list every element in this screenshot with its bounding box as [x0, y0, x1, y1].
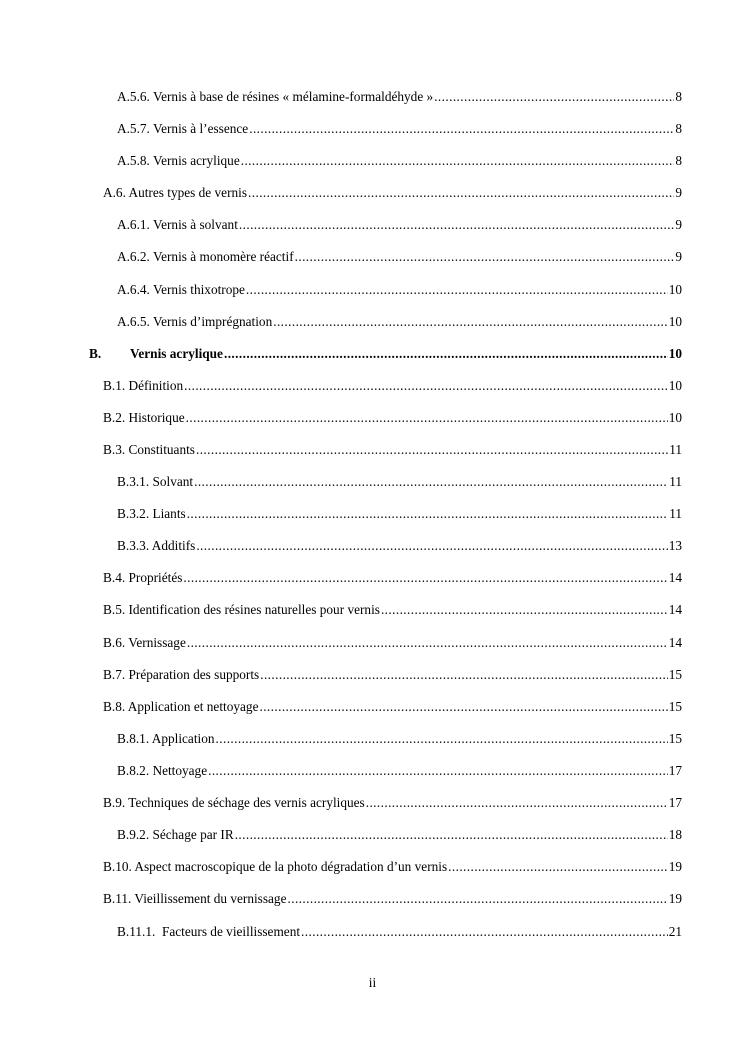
toc-entry[interactable] [117, 247, 682, 267]
dot-leader [448, 857, 668, 877]
toc-entry-page: 10 [668, 378, 682, 393]
toc-entry[interactable] [103, 697, 682, 717]
toc-entry-page: 9 [675, 185, 682, 200]
toc-entry[interactable] [103, 857, 682, 877]
toc-entry[interactable] [103, 376, 682, 396]
toc-entry-page: 19 [668, 859, 682, 874]
toc-entry-page: 11 [669, 474, 682, 489]
toc-entry-label: B.3. Constituants [103, 442, 195, 457]
dot-leader [381, 600, 668, 620]
toc-entry[interactable] [117, 922, 682, 942]
toc-entry-label: B.2. Historique [103, 410, 185, 425]
toc-entry-page: 8 [675, 153, 682, 168]
toc-entry-label: B.10. Aspect macroscopique de la photo dégradation d’un vernis [103, 859, 448, 874]
toc-entry-page: 15 [668, 699, 682, 714]
toc-entry[interactable] [117, 119, 682, 139]
toc-entry-page: 17 [668, 795, 682, 810]
toc-entry-page: 13 [668, 538, 682, 553]
dot-leader [224, 344, 668, 364]
toc-entry-label: B.11. Vieillissement du vernissage [103, 891, 287, 906]
toc-entry[interactable] [117, 87, 682, 107]
toc-entry-page: 10 [668, 314, 682, 329]
toc-entry-page: 17 [668, 763, 682, 778]
toc-entry-label: A.5.8. Vernis acrylique [117, 153, 240, 168]
toc-entry-page: 8 [675, 89, 682, 104]
toc-entry[interactable] [103, 440, 682, 460]
dot-leader [196, 440, 668, 460]
toc-entry-page: 14 [668, 635, 682, 650]
toc-entry[interactable] [103, 633, 682, 653]
toc-entry-label: A.6.5. Vernis d’imprégnation [117, 314, 273, 329]
dot-leader [273, 312, 667, 332]
toc-entry-page: 21 [668, 924, 682, 939]
dot-leader [183, 568, 667, 588]
dot-leader [194, 472, 668, 492]
dot-leader [434, 87, 674, 107]
toc-entry-label: B.3.1. Solvant [117, 474, 194, 489]
dot-leader [184, 376, 668, 396]
dot-leader [216, 729, 668, 749]
dot-leader [288, 889, 668, 909]
dot-leader [301, 922, 668, 942]
dot-leader [366, 793, 668, 813]
toc-entry[interactable] [103, 600, 682, 620]
toc-entry[interactable] [103, 568, 682, 588]
toc-entry-label: B.8.1. Application [117, 731, 215, 746]
toc-entry-page: 19 [668, 891, 682, 906]
toc-entry-page: 11 [669, 506, 682, 521]
dot-leader [187, 504, 668, 524]
toc-entry-page: 9 [675, 217, 682, 232]
toc-entry[interactable] [103, 183, 682, 203]
toc-entry[interactable] [117, 504, 682, 524]
dot-leader [239, 215, 674, 235]
page-number: ii [368, 975, 377, 990]
toc-entry-label: A.6.1. Vernis à solvant [117, 217, 238, 232]
toc-entry-page: 15 [668, 667, 682, 682]
toc-entry-label: B.4. Propriétés [103, 570, 183, 585]
dot-leader [260, 665, 667, 685]
toc-entry-label: B.3.3. Additifs [117, 538, 196, 553]
toc-entry-label: A.6. Autres types de vernis [103, 185, 248, 200]
toc-entry-label: A.5.7. Vernis à l’essence [117, 121, 249, 136]
toc-entry-label: Vernis acrylique [130, 346, 223, 361]
toc-entry-label: B.9.2. Séchage par IR [117, 827, 234, 842]
toc-entry[interactable] [117, 472, 682, 492]
dot-leader [208, 761, 668, 781]
toc-entry-label: B.8.2. Nettoyage [117, 763, 208, 778]
toc-entry-page: 14 [668, 570, 682, 585]
toc-entry-page: 15 [668, 731, 682, 746]
dot-leader [249, 119, 674, 139]
dot-leader [259, 697, 667, 717]
dot-leader [246, 280, 668, 300]
toc-entry[interactable] [103, 665, 682, 685]
toc-entry-label: B.3.2. Liants [117, 506, 186, 521]
dot-leader [196, 536, 667, 556]
toc-entry-page: 9 [675, 249, 682, 264]
toc-entry[interactable] [117, 151, 682, 171]
toc-entry[interactable] [117, 825, 682, 845]
toc-entry-page: 10 [668, 282, 682, 297]
dot-leader [248, 183, 674, 203]
dot-leader [186, 408, 668, 428]
toc-entry[interactable] [103, 793, 682, 813]
toc-entry-label: B.1. Définition [103, 378, 184, 393]
toc-entry-page: 11 [669, 442, 682, 457]
toc-entry-page: 10 [668, 410, 682, 425]
toc-entry[interactable] [117, 729, 682, 749]
toc-entry[interactable] [117, 312, 682, 332]
toc-entry-page: 8 [675, 121, 682, 136]
toc-section-heading[interactable] [89, 344, 682, 364]
toc-entry-label: A.5.6. Vernis à base de résines « mélamine-formaldéhyde » [117, 89, 434, 104]
toc-entry[interactable] [117, 280, 682, 300]
toc-entry-label: A.6.4. Vernis thixotrope [117, 282, 245, 297]
dot-leader [235, 825, 668, 845]
toc-entry-page: 18 [668, 827, 682, 842]
toc-entry-label: A.6.2. Vernis à monomère réactif [117, 249, 294, 264]
toc-entry-label: B.11.1. Facteurs de vieillissement [117, 924, 301, 939]
toc-entry-page: 14 [668, 602, 682, 617]
toc-entry[interactable] [117, 536, 682, 556]
toc-entry-label: B.5. Identification des résines naturelles pour vernis [103, 602, 380, 617]
dot-leader [295, 247, 675, 267]
toc-entry-label: B.6. Vernissage [103, 635, 186, 650]
toc-entry[interactable] [103, 408, 682, 428]
toc-entry-page: 10 [668, 346, 682, 361]
toc-entry[interactable] [117, 761, 682, 781]
toc-entry[interactable] [103, 889, 682, 909]
toc-entry-label: B.9. Techniques de séchage des vernis acryliques [103, 795, 365, 810]
toc-entry[interactable] [117, 215, 682, 235]
toc-entry-label: B.7. Préparation des supports [103, 667, 260, 682]
toc-entry-label: B.8. Application et nettoyage [103, 699, 259, 714]
dot-leader [241, 151, 675, 171]
dot-leader [187, 633, 668, 653]
section-number: B. [89, 346, 102, 361]
